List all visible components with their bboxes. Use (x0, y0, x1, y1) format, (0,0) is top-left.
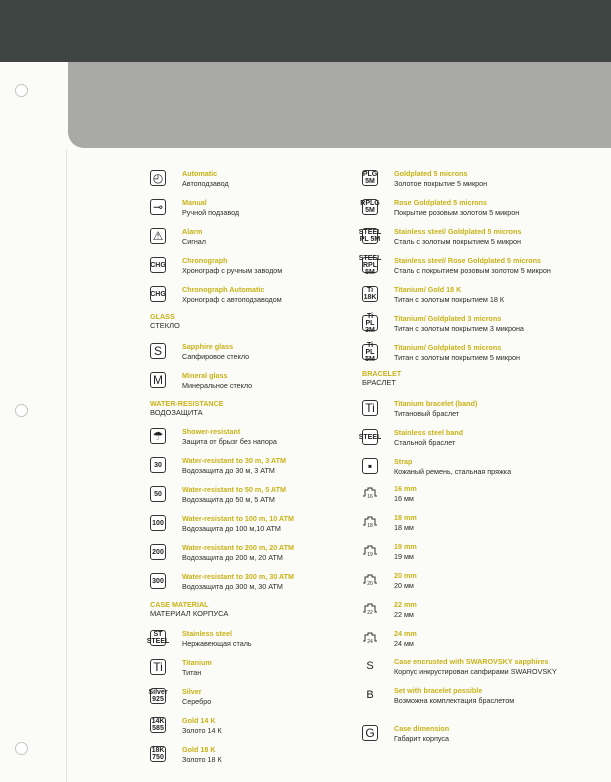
silver-icon: Silver 925 (148, 689, 168, 703)
manual-icon: ⊸ (150, 199, 166, 215)
chronograph-icon: CHG (150, 257, 166, 273)
label-en: Stainless steel band (394, 428, 464, 437)
mineral-icon: M (150, 372, 166, 388)
label-ru: Корпус инкрустирован сапфирами SWAROVSKY (394, 667, 557, 676)
swarovski-icon: S (366, 659, 374, 672)
section-header-en: BRACELET (362, 369, 402, 378)
steel-band-icon: STEEL (362, 429, 378, 445)
label-ru: 24 мм (394, 639, 414, 648)
lug-20-icon (362, 571, 378, 585)
label-ru: Возможна комплектация браслетом (394, 696, 515, 705)
binder-hole-top (15, 84, 28, 97)
label-en: Gold 18 K (182, 745, 216, 754)
label-en: Chronograph (182, 256, 228, 265)
lug-22-icon (362, 600, 378, 614)
label-ru: Титановый браслет (394, 409, 460, 418)
ti-pl3m-icon: Ti PL 3M (362, 315, 378, 331)
label-ru: Ручной подзавод (182, 208, 240, 217)
label-en: Water-resistant to 50 m, 5 ATM (182, 485, 286, 494)
alarm-icon: ⚠ (150, 228, 166, 244)
label-en: 24 mm (394, 629, 417, 638)
label-ru: Стальной браслет (394, 438, 456, 447)
label-en: Goldplated 5 microns (394, 169, 468, 178)
section-header-ru: БРАСЛЕТ (362, 378, 396, 387)
bracelet-set-icon: B (366, 688, 374, 701)
lug-width-label: 16 (367, 494, 373, 500)
label-en: Automatic (182, 169, 218, 178)
label-ru: Водозащита до 300 м, 30 АТМ (182, 582, 283, 591)
section-header-en: GLASS (150, 312, 175, 321)
case-dimension-icon: G (362, 725, 378, 741)
label-ru: Золото 18 К (182, 755, 222, 764)
section-header-ru: СТЕКЛО (150, 321, 180, 330)
label-en: Case dimension (394, 724, 450, 733)
label-en: Gold 14 K (182, 716, 216, 725)
lug-19-icon (362, 542, 378, 556)
label-ru: Минеральное стекло (182, 381, 253, 390)
lug-width-label: 20 (367, 581, 373, 587)
label-en: Set with bracelet possible (394, 686, 483, 695)
lug-width-label: 22 (367, 610, 373, 616)
binder-hole-middle (15, 404, 28, 417)
lug-width-label: 18 (367, 523, 373, 529)
label-en: Chronograph Automatic (182, 285, 265, 294)
water-200-icon: 200 (150, 544, 166, 560)
label-en: 16 mm (394, 484, 417, 493)
lug-width-label: 24 (367, 639, 373, 645)
label-ru: Золотое покрытие 5 микрон (394, 179, 488, 188)
label-en: Titanium (182, 658, 212, 667)
label-en: Case encrusted with SWAROVSKY sapphires (394, 657, 549, 666)
chronograph-automatic-icon: CHG (150, 286, 166, 302)
label-en: Stainless steel/ Goldplated 5 microns (394, 227, 522, 236)
label-en: Water-resistant to 100 m, 10 ATM (182, 514, 294, 523)
label-ru: Сапфировое стекло (182, 352, 250, 361)
label-ru: Водозащита до 50 м, 5 АТМ (182, 495, 275, 504)
binder-hole-bottom (15, 742, 28, 755)
ti-pl5m-icon: Ti PL 5M (362, 344, 378, 360)
label-ru: Титан с золотым покрытием 3 микрона (394, 324, 524, 333)
label-ru: Кожаный ремень, стальная пряжка (394, 467, 512, 476)
gold-14k-icon: 14K 585 (151, 718, 165, 732)
shower-icon: ☂ (150, 428, 166, 444)
section-header-ru: ВОДОЗАЩИТА (150, 408, 203, 417)
lug-width-label: 19 (367, 552, 373, 558)
section-header-en: WATER-RESISTANCE (150, 399, 224, 408)
gold-18k-icon: 18K 750 (151, 747, 165, 761)
label-en: 19 mm (394, 542, 417, 551)
label-en: Silver (182, 687, 202, 696)
label-ru: 19 мм (394, 552, 414, 561)
label-ru: 22 мм (394, 610, 414, 619)
lug-16-icon (362, 484, 378, 498)
label-en: Titanium/ Gold 18 K (394, 285, 462, 294)
label-en: Sapphire glass (182, 342, 234, 351)
label-ru: Сталь с золотым покрытием 5 микрон (394, 237, 521, 246)
label-en: 18 mm (394, 513, 417, 522)
label-ru: Сталь с покрытием розовым золотом 5 микрон (394, 266, 551, 275)
water-50-icon: 50 (150, 486, 166, 502)
label-ru: Сигнал (182, 237, 206, 246)
label-ru: Водозащита до 100 м,10 АТМ (182, 524, 281, 533)
label-en: Shower-resistant (182, 427, 241, 436)
margin-line (66, 150, 67, 782)
water-300-icon: 300 (150, 573, 166, 589)
label-en: Water-resistant to 300 m, 30 ATM (182, 572, 294, 581)
label-en: Strap (394, 457, 413, 466)
automatic-icon: ◴ (150, 170, 166, 186)
label-ru: Защита от брызг без напора (182, 437, 277, 446)
titanium-bracelet-icon: Ti (362, 400, 378, 416)
label-ru: Золото 14 К (182, 726, 222, 735)
stainless-steel-icon: ST STEEL (146, 631, 170, 645)
lug-24-icon (362, 629, 378, 643)
label-en: Rose Goldplated 5 microns (394, 198, 488, 207)
label-en: Water-resistant to 30 m, 3 ATM (182, 456, 286, 465)
label-en: Titanium/ Goldplated 3 microns (394, 314, 502, 323)
label-en: Water-resistant to 200 m, 20 ATM (182, 543, 294, 552)
label-en: Titanium/ Goldplated 5 microns (394, 343, 502, 352)
label-ru: Хронограф с ручным заводом (182, 266, 283, 275)
label-ru: Титан с золотым покрытием 18 К (394, 295, 505, 304)
section-header-ru: МАТЕРИАЛ КОРПУСА (150, 609, 229, 618)
label-ru: 18 мм (394, 523, 414, 532)
titanium-icon: Ti (150, 659, 166, 675)
top-dark-band (0, 0, 611, 62)
label-ru: Титан с золотым покрытием 5 микрон (394, 353, 520, 362)
sapphire-icon: S (150, 343, 166, 359)
label-ru: Покрытие розовым золотом 5 микрон (394, 208, 520, 217)
label-en: Stainless steel/ Rose Goldplated 5 microns (394, 256, 541, 265)
label-ru: Титан (182, 668, 202, 677)
label-ru: 16 мм (394, 494, 414, 503)
lug-18-icon (362, 513, 378, 527)
water-30-icon: 30 (150, 457, 166, 473)
section-header-en: CASE MATERIAL (150, 600, 209, 609)
label-ru: Автоподзавод (182, 179, 229, 188)
label-ru: Нержавеющая сталь (182, 639, 252, 648)
water-100-icon: 100 (150, 515, 166, 531)
label-en: 20 mm (394, 571, 417, 580)
rplg-icon: RPLG 5M (360, 200, 380, 214)
steel-rpl5m-icon: STEEL RPL 5M (358, 254, 382, 276)
label-ru: Водозащита до 200 м, 20 АТМ (182, 553, 283, 562)
strap-icon: ▪ (362, 458, 378, 474)
label-ru: Серебро (182, 697, 212, 706)
label-en: Mineral glass (182, 371, 228, 380)
label-ru: Хронограф с автоподзаводом (182, 295, 282, 304)
label-en: Manual (182, 198, 207, 207)
label-en: Titanium bracelet (band) (394, 399, 478, 408)
ti-18k-icon: Ti 18K (363, 287, 377, 301)
label-en: Stainless steel (182, 629, 232, 638)
label-ru: Габарит корпуса (394, 734, 449, 743)
plg-icon: PLG 5M (362, 171, 378, 185)
label-ru: 20 мм (394, 581, 414, 590)
label-en: Alarm (182, 227, 203, 236)
steel-pl5m-icon: STEEL PL 5M (358, 229, 382, 243)
header-gray-panel (68, 62, 611, 148)
label-en: 22 mm (394, 600, 417, 609)
label-ru: Водозащита до 30 м, 3 АТМ (182, 466, 275, 475)
